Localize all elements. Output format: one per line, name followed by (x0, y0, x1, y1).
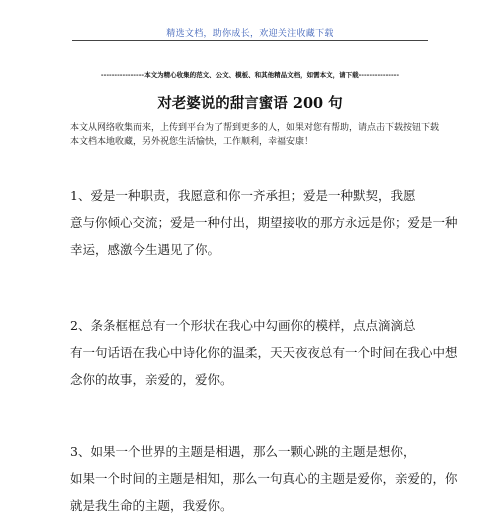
paragraph-line: 3、如果一个世界的主题是相遇，那么一颗心跳的主题是想你， (70, 444, 416, 459)
paragraph-2 (70, 312, 458, 393)
paragraph-line: 幸运，感激今生遇见了你。 (70, 242, 221, 257)
paragraph-line: 念你的故事，亲爱的，爱你。 (70, 372, 233, 387)
intro-text (70, 121, 440, 149)
paragraph-1 (70, 182, 458, 263)
paragraph-line: 意与你倾心交流；爱是一种付出，期望接收的那方永远是你；爱是一种 (70, 215, 458, 230)
header-note: 精选文档，助你成长，欢迎关注收藏下载 (166, 29, 334, 39)
intro-line: 本文档本地收藏，另外祝您生活愉快，工作顺利，幸福安康！ (70, 137, 314, 147)
download-banner: ----------------本文为精心收集的范文、公文、模板、和其他精品文档，如需本文，请下载--------------- (100, 71, 400, 79)
document-title: 对老婆说的甜言蜜语 200 句 (157, 95, 343, 112)
intro-line: 本文从网络收集而来，上传到平台为了帮到更多的人，如果对您有帮助，请点击下载按钮下载 (70, 123, 440, 133)
paragraph-line: 有一句话语在我心中诗化你的温柔，天天夜夜总有一个时间在我心中想 (70, 345, 458, 360)
paragraph-line: 1、爱是一种职责，我愿意和你一齐承担；爱是一种默契，我愿 (70, 188, 416, 203)
header-divider (72, 40, 428, 41)
paragraph-line: 如果一个时间的主题是相知，那么一句真心的主题是爱你，亲爱的，你 (70, 471, 458, 486)
paragraph-line: 2、条条框框总有一个形状在我心中勾画你的模样，点点滴滴总 (70, 318, 416, 333)
paragraph-3 (70, 438, 458, 519)
paragraph-line: 就是我生命的主题，我爱你。 (70, 498, 233, 513)
